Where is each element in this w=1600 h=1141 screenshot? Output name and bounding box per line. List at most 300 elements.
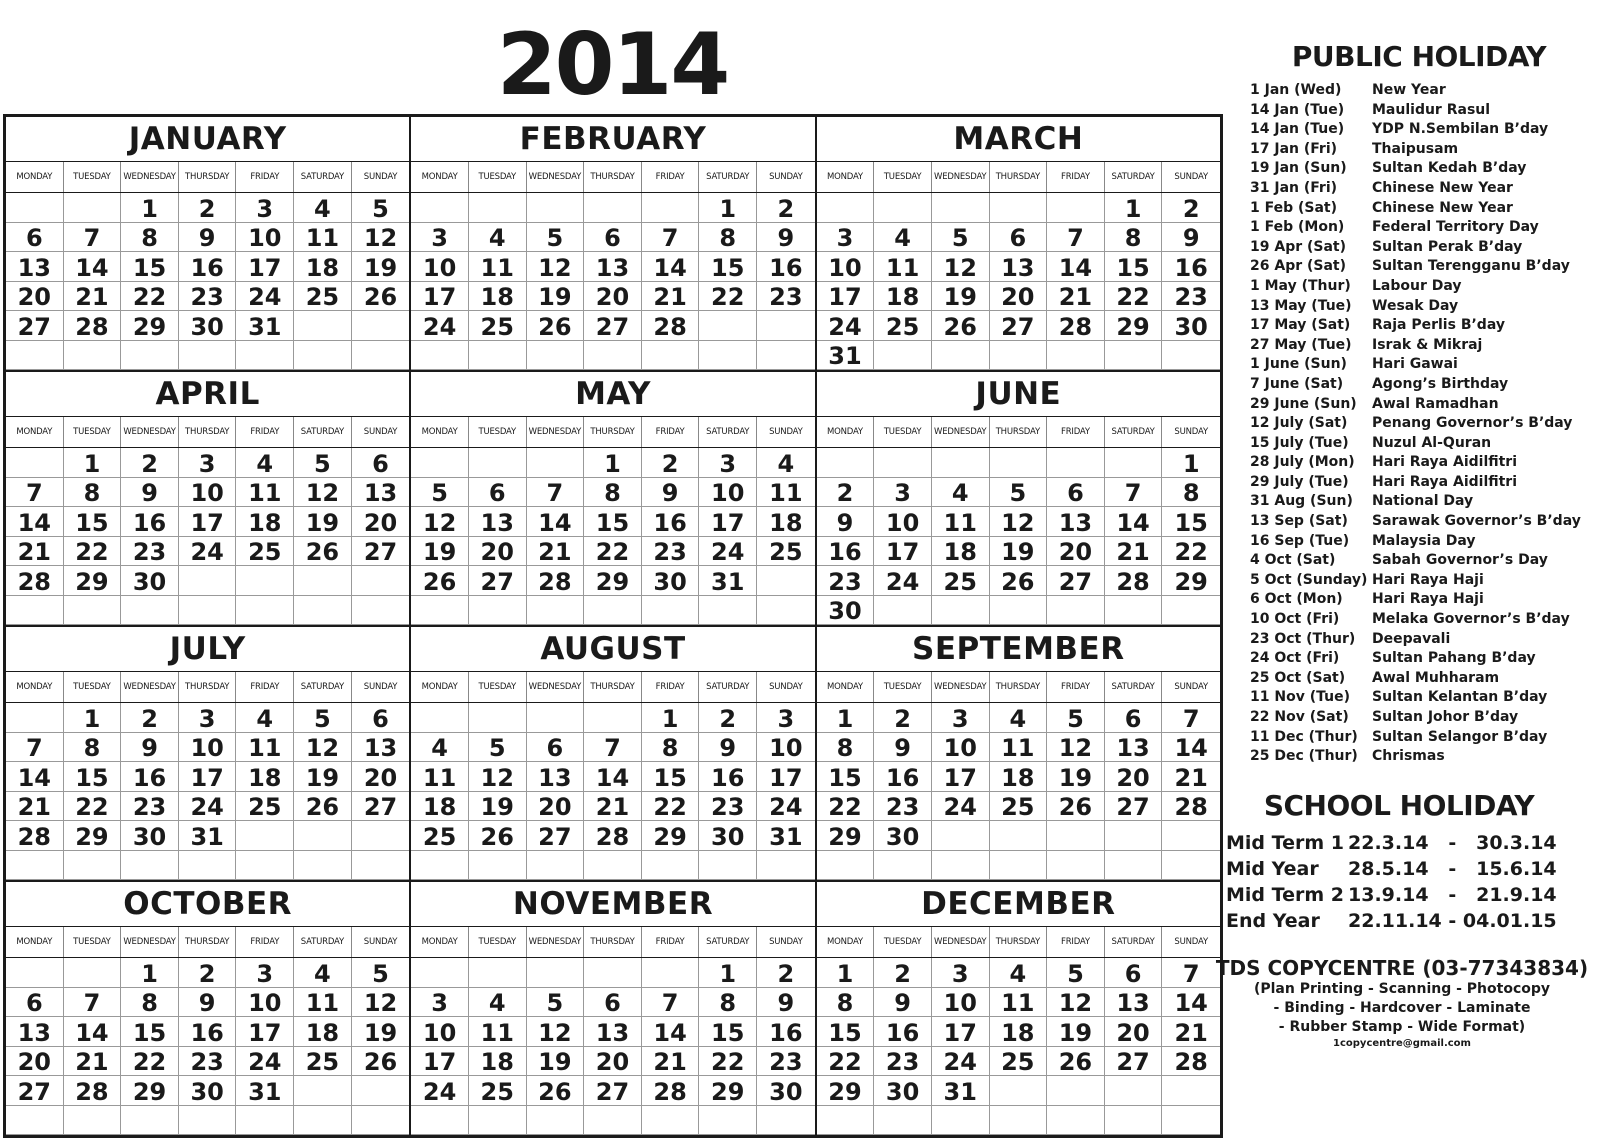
day-cell: 28 — [584, 821, 642, 851]
day-cell: 30 — [874, 821, 932, 851]
day-cell: 3 — [179, 703, 237, 733]
empty-day-cell — [1047, 448, 1105, 478]
empty-day-cell — [817, 193, 875, 223]
weekday-label: SUNDAY — [363, 937, 398, 947]
empty-day-cell — [699, 851, 757, 881]
day-cell: 25 — [411, 821, 469, 851]
holiday-row — [1250, 492, 1596, 512]
day-cell: 19 — [352, 1017, 410, 1047]
holiday-date: 22 Nov (Sat) — [1250, 709, 1349, 725]
empty-day-cell — [236, 341, 294, 371]
day-cell: 18 — [874, 282, 932, 312]
day-cell: 1 — [1105, 193, 1163, 223]
holiday-date: 1 Feb (Sat) — [1250, 199, 1338, 216]
school-holiday-row — [1226, 882, 1596, 908]
day-cell: 4 — [757, 448, 815, 478]
weekday-label: SUNDAY — [1174, 682, 1208, 692]
holiday-name: Hari Raya Haji — [1372, 591, 1484, 608]
holiday-name: Malaysia Day — [1372, 532, 1476, 549]
day-cell: 11 — [469, 1017, 527, 1047]
empty-day-cell — [757, 341, 815, 371]
day-cell: 16 — [1162, 252, 1220, 282]
day-grid — [817, 703, 1220, 880]
month-june — [816, 371, 1221, 626]
holiday-name: Sultan Selangor B’day — [1372, 728, 1548, 745]
calendar-grid — [3, 114, 1223, 1138]
day-cell: 5 — [294, 703, 352, 733]
day-cell: 22 — [699, 282, 757, 312]
holiday-row — [1250, 120, 1596, 140]
weekday-label: FRIDAY — [642, 417, 700, 447]
day-cell: 5 — [411, 478, 469, 508]
empty-day-cell — [6, 958, 64, 988]
weekday-label: SATURDAY — [294, 417, 352, 447]
day-cell: 27 — [352, 537, 410, 567]
day-cell: 11 — [294, 223, 352, 253]
holiday-name: Sultan Kedah B’day — [1372, 160, 1527, 177]
day-cell: 25 — [932, 566, 990, 596]
day-grid — [817, 448, 1220, 625]
weekday-label: THURSDAY — [584, 417, 642, 447]
day-cell: 31 — [179, 821, 237, 851]
day-cell: 19 — [294, 507, 352, 537]
day-cell: 20 — [352, 507, 410, 537]
month-october — [5, 881, 410, 1136]
day-grid — [817, 193, 1220, 370]
day-cell: 19 — [932, 282, 990, 312]
holiday-name: Chrismas — [1372, 748, 1445, 765]
day-cell: 27 — [584, 1076, 642, 1106]
weekday-label: FRIDAY — [642, 927, 700, 957]
day-cell: 18 — [469, 282, 527, 312]
empty-day-cell — [1105, 448, 1163, 478]
day-cell: 4 — [990, 703, 1048, 733]
day-cell: 23 — [179, 1047, 237, 1077]
day-cell: 13 — [352, 478, 410, 508]
day-cell: 18 — [932, 537, 990, 567]
weekday-header-row — [817, 927, 1220, 958]
day-cell: 26 — [294, 537, 352, 567]
day-cell: 21 — [6, 537, 64, 567]
day-cell: 1 — [817, 958, 875, 988]
empty-day-cell — [1047, 821, 1105, 851]
weekday-label: SUNDAY — [363, 172, 398, 182]
day-cell: 24 — [757, 792, 815, 822]
day-cell: 21 — [1162, 762, 1220, 792]
school-term: Mid Year — [1226, 857, 1319, 880]
day-cell: 24 — [817, 311, 875, 341]
day-cell: 12 — [1047, 733, 1105, 763]
holiday-row — [1250, 512, 1596, 532]
empty-day-cell — [469, 341, 527, 371]
day-cell: 15 — [64, 507, 122, 537]
day-cell: 28 — [642, 311, 700, 341]
weekday-label: THURSDAY — [584, 672, 642, 702]
day-cell: 12 — [352, 223, 410, 253]
weekday-label: SATURDAY — [1105, 162, 1163, 192]
day-cell: 16 — [817, 537, 875, 567]
weekday-label: TUESDAY — [874, 927, 932, 957]
day-cell: 20 — [527, 792, 585, 822]
weekday-label: FRIDAY — [1047, 927, 1105, 957]
empty-day-cell — [1105, 1106, 1163, 1136]
day-cell: 9 — [757, 223, 815, 253]
day-cell: 19 — [411, 537, 469, 567]
day-cell: 18 — [236, 762, 294, 792]
day-cell: 1 — [121, 193, 179, 223]
weekday-label: SATURDAY — [699, 417, 757, 447]
empty-day-cell — [1047, 596, 1105, 626]
day-cell: 27 — [1105, 1047, 1163, 1077]
day-cell: 23 — [699, 792, 757, 822]
day-cell: 13 — [6, 252, 64, 282]
day-cell: 9 — [642, 478, 700, 508]
school-date-range: 22.3.14 - 30.3.14 — [1348, 831, 1557, 854]
day-grid — [817, 958, 1220, 1135]
day-cell: 1 — [699, 193, 757, 223]
day-cell: 8 — [1105, 223, 1163, 253]
empty-day-cell — [874, 596, 932, 626]
day-cell: 12 — [527, 1017, 585, 1047]
day-cell: 19 — [352, 252, 410, 282]
holiday-row — [1250, 257, 1596, 277]
day-cell: 22 — [699, 1047, 757, 1077]
weekday-label: WEDNESDAY — [932, 162, 990, 192]
day-cell: 6 — [1047, 478, 1105, 508]
weekday-label: THURSDAY — [179, 672, 237, 702]
day-cell: 17 — [757, 762, 815, 792]
day-cell: 21 — [6, 792, 64, 822]
weekday-label: SUNDAY — [769, 682, 803, 692]
day-cell: 24 — [699, 537, 757, 567]
holiday-row — [1250, 649, 1596, 669]
month-july — [5, 626, 410, 881]
school-holiday-title: SCHOOL HOLIDAY — [1263, 788, 1535, 822]
month-name: DECEMBER — [817, 882, 1220, 927]
weekday-label: THURSDAY — [179, 162, 237, 192]
day-cell: 22 — [642, 792, 700, 822]
day-cell: 18 — [757, 507, 815, 537]
empty-day-cell — [179, 596, 237, 626]
day-cell: 5 — [1047, 703, 1105, 733]
empty-day-cell — [64, 193, 122, 223]
day-cell: 27 — [990, 311, 1048, 341]
day-cell: 27 — [584, 311, 642, 341]
empty-day-cell — [469, 596, 527, 626]
day-cell: 9 — [121, 733, 179, 763]
holiday-name: YDP N.Sembilan B’day — [1372, 121, 1549, 138]
day-cell: 11 — [294, 988, 352, 1018]
empty-day-cell — [699, 311, 757, 341]
holiday-name: Nuzul Al-Quran — [1372, 434, 1492, 451]
holiday-row — [1250, 81, 1596, 101]
weekday-label: SATURDAY — [294, 672, 352, 702]
holiday-date: 1 Feb (Mon) — [1250, 219, 1345, 236]
day-cell: 18 — [469, 1047, 527, 1077]
day-cell: 4 — [874, 223, 932, 253]
weekday-label: TUESDAY — [64, 927, 122, 957]
holiday-row — [1250, 551, 1596, 571]
holiday-date: 23 Oct (Thur) — [1250, 630, 1356, 647]
day-cell: 20 — [1047, 537, 1105, 567]
holiday-name: Thaipusam — [1372, 140, 1459, 157]
day-cell: 1 — [64, 703, 122, 733]
day-cell: 2 — [179, 193, 237, 223]
weekday-label: SATURDAY — [1105, 672, 1163, 702]
holiday-row — [1250, 395, 1596, 415]
day-cell: 8 — [699, 988, 757, 1018]
day-cell: 29 — [1162, 566, 1220, 596]
weekday-label: TUESDAY — [874, 672, 932, 702]
empty-day-cell — [6, 448, 64, 478]
day-cell: 13 — [469, 507, 527, 537]
weekday-label: SUNDAY — [769, 427, 803, 437]
school-term: End Year — [1226, 909, 1320, 932]
day-cell: 18 — [411, 792, 469, 822]
day-cell: 4 — [294, 958, 352, 988]
day-cell: 29 — [699, 1076, 757, 1106]
day-cell: 1 — [699, 958, 757, 988]
holiday-row — [1250, 630, 1596, 650]
holiday-date: 6 Oct (Mon) — [1250, 591, 1343, 608]
empty-day-cell — [411, 193, 469, 223]
holiday-row — [1250, 532, 1596, 552]
holiday-date: 15 July (Tue) — [1250, 434, 1349, 451]
day-cell: 31 — [817, 341, 875, 371]
day-cell: 9 — [179, 223, 237, 253]
empty-day-cell — [236, 821, 294, 851]
holiday-name: Labour Day — [1372, 277, 1462, 294]
weekday-header-row — [6, 927, 409, 958]
empty-day-cell — [527, 851, 585, 881]
empty-day-cell — [1162, 1076, 1220, 1106]
day-cell: 10 — [236, 223, 294, 253]
weekday-label: SUNDAY — [1174, 427, 1208, 437]
month-name: NOVEMBER — [411, 882, 814, 927]
empty-day-cell — [64, 851, 122, 881]
day-cell: 27 — [352, 792, 410, 822]
empty-day-cell — [64, 1106, 122, 1136]
day-cell: 26 — [527, 311, 585, 341]
empty-day-cell — [1047, 1076, 1105, 1106]
day-cell: 15 — [699, 252, 757, 282]
weekday-label: TUESDAY — [469, 162, 527, 192]
day-cell: 8 — [642, 733, 700, 763]
day-cell: 8 — [699, 223, 757, 253]
weekday-header-row — [6, 672, 409, 703]
day-cell: 16 — [121, 762, 179, 792]
month-november — [410, 881, 815, 1136]
holiday-name: New Year — [1372, 82, 1446, 98]
day-cell: 10 — [411, 1017, 469, 1047]
day-cell: 20 — [352, 762, 410, 792]
shop-services-line: (Plan Printing - Scanning - Photocopy — [1253, 980, 1551, 997]
day-cell: 2 — [121, 448, 179, 478]
day-cell: 23 — [121, 792, 179, 822]
empty-day-cell — [6, 596, 64, 626]
empty-day-cell — [121, 851, 179, 881]
day-cell: 29 — [121, 1076, 179, 1106]
day-cell: 7 — [64, 223, 122, 253]
holiday-date: 31 Jan (Fri) — [1250, 179, 1338, 196]
holiday-date: 4 Oct (Sat) — [1250, 552, 1336, 569]
weekday-label: SATURDAY — [699, 162, 757, 192]
weekday-label: SUNDAY — [363, 682, 398, 692]
day-cell: 7 — [1105, 478, 1163, 508]
month-name: FEBRUARY — [411, 117, 814, 162]
empty-day-cell — [932, 448, 990, 478]
day-cell: 20 — [990, 282, 1048, 312]
day-cell: 16 — [757, 252, 815, 282]
empty-day-cell — [411, 596, 469, 626]
day-cell: 15 — [121, 252, 179, 282]
day-grid — [6, 193, 409, 370]
day-cell: 28 — [1162, 792, 1220, 822]
holiday-row — [1250, 453, 1596, 473]
empty-day-cell — [179, 1106, 237, 1136]
holiday-date: 11 Nov (Tue) — [1250, 689, 1350, 706]
empty-day-cell — [874, 851, 932, 881]
day-cell: 7 — [6, 478, 64, 508]
empty-day-cell — [411, 851, 469, 881]
day-cell: 12 — [1047, 988, 1105, 1018]
empty-day-cell — [236, 596, 294, 626]
empty-day-cell — [294, 1106, 352, 1136]
day-cell: 25 — [469, 1076, 527, 1106]
day-cell: 6 — [1105, 703, 1163, 733]
day-cell: 9 — [757, 988, 815, 1018]
day-cell: 29 — [121, 311, 179, 341]
empty-day-cell — [1162, 341, 1220, 371]
month-name: SEPTEMBER — [817, 627, 1220, 672]
day-cell: 1 — [584, 448, 642, 478]
empty-day-cell — [527, 703, 585, 733]
day-cell: 17 — [236, 252, 294, 282]
weekday-header-row — [817, 162, 1220, 193]
holiday-row — [1250, 140, 1596, 160]
holiday-row — [1250, 708, 1596, 728]
day-cell: 21 — [64, 282, 122, 312]
empty-day-cell — [757, 1106, 815, 1136]
empty-day-cell — [932, 1106, 990, 1136]
day-cell: 9 — [699, 733, 757, 763]
day-cell: 6 — [584, 223, 642, 253]
day-cell: 17 — [179, 507, 237, 537]
holiday-date: 29 June (Sun) — [1250, 395, 1357, 412]
school-date-range: 13.9.14 - 21.9.14 — [1348, 883, 1557, 906]
day-cell: 20 — [1105, 762, 1163, 792]
day-cell: 13 — [584, 252, 642, 282]
empty-day-cell — [1162, 596, 1220, 626]
day-cell: 21 — [1047, 282, 1105, 312]
day-cell: 23 — [817, 566, 875, 596]
day-cell: 30 — [699, 821, 757, 851]
day-cell: 22 — [64, 537, 122, 567]
school-term: Mid Term 1 — [1226, 831, 1344, 854]
day-cell: 25 — [757, 537, 815, 567]
weekday-label: MONDAY — [411, 162, 469, 192]
day-cell: 31 — [236, 1076, 294, 1106]
day-cell: 3 — [179, 448, 237, 478]
day-cell: 24 — [411, 1076, 469, 1106]
day-cell: 11 — [236, 478, 294, 508]
day-cell: 3 — [236, 193, 294, 223]
weekday-label: MONDAY — [6, 672, 64, 702]
day-cell: 19 — [469, 792, 527, 822]
weekday-label: MONDAY — [6, 162, 64, 192]
empty-day-cell — [469, 448, 527, 478]
day-cell: 5 — [527, 223, 585, 253]
empty-day-cell — [757, 851, 815, 881]
day-cell: 23 — [121, 537, 179, 567]
empty-day-cell — [6, 341, 64, 371]
empty-day-cell — [294, 851, 352, 881]
day-cell: 11 — [757, 478, 815, 508]
month-february — [410, 116, 815, 371]
day-cell: 22 — [817, 792, 875, 822]
holiday-name: Wesak Day — [1372, 297, 1459, 314]
day-cell: 31 — [699, 566, 757, 596]
shop-email: 1copycentre@gmail.com — [1333, 1037, 1471, 1049]
holiday-name: National Day — [1372, 493, 1474, 510]
day-cell: 24 — [179, 537, 237, 567]
holiday-name: Melaka Governor’s B’day — [1372, 611, 1570, 628]
school-holiday-row — [1226, 856, 1596, 882]
holiday-name: Sultan Terengganu B’day — [1372, 258, 1570, 275]
day-cell: 13 — [352, 733, 410, 763]
empty-day-cell — [352, 821, 410, 851]
day-cell: 26 — [1047, 792, 1105, 822]
day-cell: 30 — [1162, 311, 1220, 341]
school-date-range: 22.11.14 - 04.01.15 — [1348, 909, 1557, 932]
day-cell: 2 — [699, 703, 757, 733]
empty-day-cell — [121, 596, 179, 626]
day-cell: 18 — [236, 507, 294, 537]
empty-day-cell — [932, 596, 990, 626]
day-cell: 10 — [932, 733, 990, 763]
empty-day-cell — [642, 341, 700, 371]
holiday-row — [1250, 101, 1596, 121]
holiday-row — [1250, 669, 1596, 689]
day-cell: 3 — [874, 478, 932, 508]
day-cell: 29 — [584, 566, 642, 596]
day-cell: 28 — [64, 1076, 122, 1106]
school-holiday-list — [1226, 830, 1596, 934]
empty-day-cell — [6, 193, 64, 223]
holiday-name: Federal Territory Day — [1372, 219, 1539, 236]
empty-day-cell — [584, 1106, 642, 1136]
day-cell: 21 — [584, 792, 642, 822]
empty-day-cell — [179, 851, 237, 881]
day-cell: 15 — [1162, 507, 1220, 537]
weekday-header-row — [411, 927, 814, 958]
holiday-row — [1250, 355, 1596, 375]
weekday-label: WEDNESDAY — [932, 417, 990, 447]
empty-day-cell — [6, 703, 64, 733]
day-cell: 25 — [874, 311, 932, 341]
day-cell: 20 — [584, 282, 642, 312]
day-cell: 13 — [990, 252, 1048, 282]
day-cell: 22 — [64, 792, 122, 822]
day-cell: 24 — [411, 311, 469, 341]
weekday-label: TUESDAY — [874, 417, 932, 447]
day-cell: 27 — [527, 821, 585, 851]
empty-day-cell — [1047, 1106, 1105, 1136]
empty-day-cell — [817, 851, 875, 881]
empty-day-cell — [817, 448, 875, 478]
empty-day-cell — [294, 821, 352, 851]
day-cell: 8 — [121, 988, 179, 1018]
